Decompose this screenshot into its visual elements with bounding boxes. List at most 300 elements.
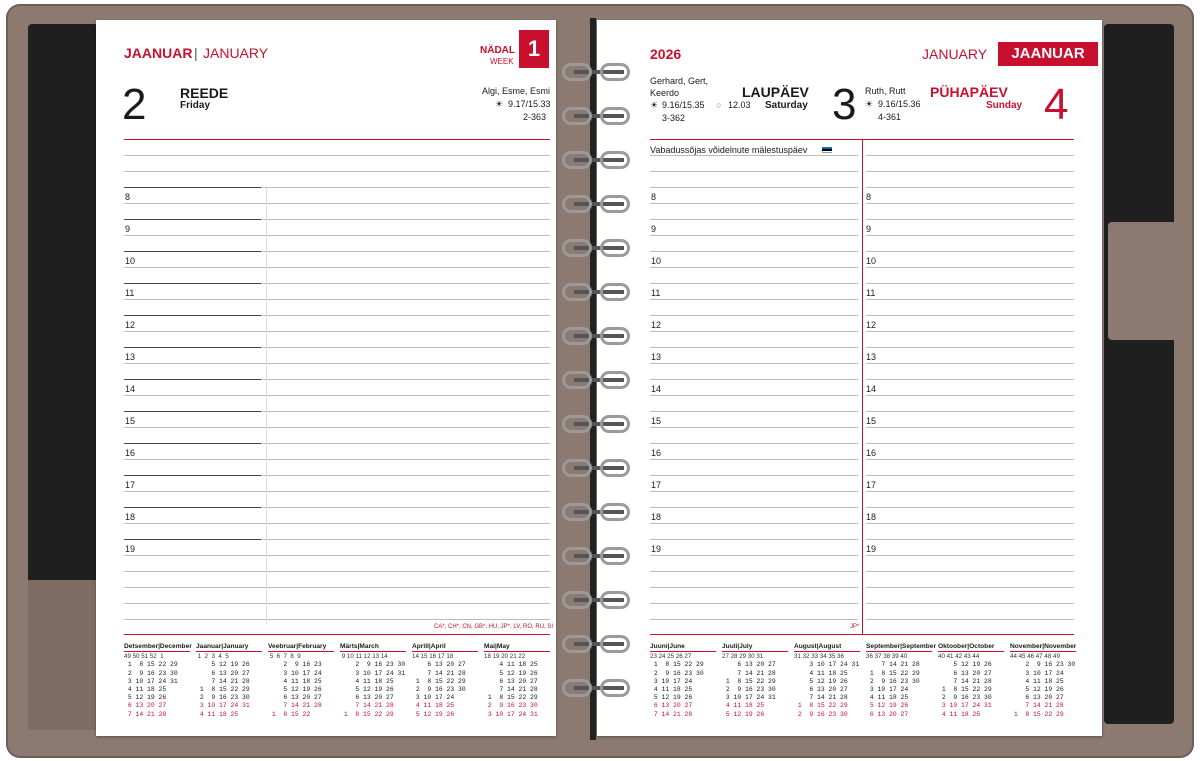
mini-calendar-weeks: 18 19 20 21 22 [484,653,526,661]
ring-loop [562,327,592,345]
mini-calendar-title: Mai|May [484,643,550,652]
ruled-line [124,555,550,556]
hour-label: 14 [866,384,877,394]
day-number-sat: 3 [832,80,857,129]
ring-loop [600,195,630,213]
hour-rule [124,283,261,284]
ring-loop [600,679,630,697]
hour-label: 19 [651,544,662,554]
mini-calendar-row: 1 8 15 22 29 [722,677,776,685]
day-name-en-sun: Sunday [986,100,1023,111]
spiral-ring [560,415,638,433]
ruled-line [650,443,858,444]
ruled-line [866,219,1074,220]
mini-calendar-title: September|September [866,643,932,652]
left-month-et: JAANUAR [124,45,193,61]
mini-calendar-row: 1 8 15 22 29 [794,702,860,710]
mini-calendar-row: 7 14 21 28 [794,694,860,702]
day-count-sun: 4-361 [878,112,902,122]
mini-calendar-title: November|November [1010,643,1076,652]
hour-label: 18 [125,512,136,522]
hour-label: 15 [125,416,136,426]
hour-label: 11 [651,288,661,298]
day-number-left: 2 [122,80,147,129]
ring-loop [562,283,592,301]
ruled-line [124,203,550,204]
ring-loop [562,107,592,125]
mini-calendar-row: 4 11 18 25 [794,669,860,677]
day-name-et-sat: LAUPÄEV [742,84,809,100]
mini-calendar-row: 3 10 17 24 31 [196,702,250,710]
mini-calendar-row: 6 13 20 27 [196,669,250,677]
ruled-line [866,411,1074,412]
mini-calendar-row: 4 11 18 25 [722,702,776,710]
ruled-line [866,171,1074,172]
year-label: 2026 [650,46,682,62]
hour-rule [124,411,261,412]
hour-label: 17 [651,480,662,490]
ring-loop [600,635,630,653]
mini-calendar-row: 1 8 15 22 29 [650,661,704,669]
mini-calendar-row: 7 14 21 28 [650,710,704,718]
ruled-line [650,539,858,540]
ruled-line [866,491,1074,492]
mini-calendar-weeks: 49 50 51 52 1 [124,653,164,661]
sun-icon-sun: ☀ [865,99,874,109]
right-month-en: JANUARY [922,46,988,62]
mini-calendar-row: 5 12 19 26 [484,669,538,677]
mini-calendar-row: 7 14 21 28 [412,669,466,677]
ruled-line [650,475,858,476]
ruled-line [866,235,1074,236]
ring-loop [562,151,592,169]
mini-calendar-row: 6 13 20 27 [340,694,406,702]
mini-calendar [794,643,860,719]
ruled-line [650,235,858,236]
mini-calendar-weeks: 9 10 11 12 13 14 [340,653,388,661]
ruled-line [650,219,858,220]
ring-loop [600,503,630,521]
ruled-line [650,411,858,412]
ruled-line [650,523,858,524]
mini-calendar-row: 4 11 18 25 [340,677,406,685]
ruled-line [650,395,858,396]
ruled-line [650,427,858,428]
ruled-line [866,203,1074,204]
mini-calendar-row: 1 8 15 22 29 [938,686,992,694]
mini-calendar-row: 7 14 21 28 [1010,702,1076,710]
ruled-line [124,155,550,156]
sun-times-left: 9.17/15.33 [508,99,551,109]
mini-calendar-row: 7 14 21 28 [196,677,250,685]
mini-calendar-row: 4 11 18 25 [412,702,466,710]
mini-calendar-row: 7 14 21 28 [124,710,178,718]
mini-calendar-row: 3 10 17 24 31 [484,710,538,718]
ruled-line [124,171,550,172]
ring-loop [600,415,630,433]
ruled-line [650,299,858,300]
mini-calendar-weeks: 36 37 38 39 40 [866,653,908,661]
hour-rule [124,251,261,252]
ruled-line [866,443,1074,444]
mini-calendar-title: Oktoober|October [938,643,1004,652]
ruled-line [124,491,550,492]
hour-label: 9 [651,224,657,234]
hour-label: 12 [866,320,877,330]
mini-calendar [1010,643,1076,719]
sat-names-1: Gerhard, Gert, [650,76,709,86]
mini-calendar-row: 3 10 17 24 31 [124,677,178,685]
hour-label: 15 [651,416,662,426]
ruled-line [124,603,550,604]
spiral-ring [560,283,638,301]
hour-label: 10 [125,256,136,266]
ruled-line [124,267,550,268]
spiral-ring [560,63,638,81]
mini-calendar-row: 1 8 15 22 29 [340,710,406,718]
hour-label: 8 [125,192,131,202]
mini-calendar-row: 3 10 17 24 [866,686,920,694]
hour-label: 16 [866,448,877,458]
ruled-line [650,251,858,252]
hour-label: 14 [125,384,136,394]
hour-label: 11 [125,288,135,298]
ruled-line [124,299,550,300]
day-count-left: 2-363 [523,112,547,122]
left-footer-rule [124,634,550,635]
mini-calendar-title: Juuli|July [722,643,788,652]
ruled-line [124,459,550,460]
mini-calendar-row: 3 10 17 24 [412,694,466,702]
day-name-en-left: Friday [180,100,211,111]
ruled-line [650,619,858,620]
mini-calendar-weeks: 27 28 29 30 31 [722,653,764,661]
mini-calendar [866,643,937,719]
ruled-line [650,331,858,332]
mini-calendar-title: August|August [794,643,860,652]
spiral-ring [560,195,638,213]
ring-loop [562,635,592,653]
ring-loop [600,591,630,609]
mini-calendar [196,643,262,719]
hour-rule [124,219,261,220]
mini-calendar-row: 7 14 21 28 [268,702,322,710]
mini-calendar-row: 6 13 20 27 [866,710,920,718]
ruled-line [650,379,858,380]
ring-loop [600,283,630,301]
day-name-et-sun: PÜHAPÄEV [930,84,1008,100]
hour-label: 19 [125,544,136,554]
spiral-ring [560,151,638,169]
hour-label: 15 [866,416,877,426]
mini-calendar-row: 5 12 19 26 [196,661,250,669]
left-month-en: JANUARY [203,45,269,61]
mini-calendar-row: 6 13 20 27 [650,702,704,710]
hour-label: 13 [651,352,662,362]
ruled-line [866,603,1074,604]
ring-loop [562,591,592,609]
ruled-line [866,555,1074,556]
ruled-line [866,539,1074,540]
ruled-line [866,251,1074,252]
hour-rule [124,443,261,444]
mini-calendar-row: 5 12 19 26 [124,694,178,702]
ring-loop [562,547,592,565]
mini-calendar-row: 2 9 16 23 30 [340,661,406,669]
ruled-line [124,523,550,524]
spiral-ring [560,591,638,609]
ruled-line [650,459,858,460]
ring-loop [562,415,592,433]
hour-label: 18 [651,512,662,522]
ring-loop [562,679,592,697]
ruled-line [650,171,858,172]
mini-calendar-row: 2 9 16 23 30 [866,677,920,685]
mini-calendar-row: 3 10 17 24 [268,669,322,677]
ruled-line [866,331,1074,332]
hour-label: 18 [866,512,877,522]
day-name-en-sat: Saturday [765,100,808,111]
hour-label: 13 [866,352,877,362]
week-label-et: NÄDAL [480,45,515,56]
mini-calendar-row: 3 10 17 24 31 [938,702,992,710]
mini-calendar-title: Detsember|December [124,643,190,652]
moon-time: 12.03 [728,100,751,110]
spiral-ring [560,239,638,257]
mini-calendar-row: 3 10 17 24 31 [722,694,776,702]
mini-calendar-row: 1 8 15 22 29 [124,661,178,669]
mini-calendar-row: 2 9 16 23 30 [196,694,250,702]
ruled-line [866,427,1074,428]
hour-label: 10 [651,256,662,266]
mini-calendar-row: 7 14 21 28 [938,677,992,685]
mini-calendar-row: 2 9 16 23 30 [484,702,538,710]
mini-calendar-row: 2 9 16 23 30 [794,710,860,718]
ruled-line [650,587,858,588]
ruled-line [866,507,1074,508]
mini-calendar-row: 6 13 20 27 [1010,694,1076,702]
mini-calendar [484,643,550,719]
mini-calendar-row: 3 10 17 24 [650,677,704,685]
mini-calendar-row: 5 12 19 26 [866,702,920,710]
mini-calendar-row: 1 8 15 22 29 [412,677,466,685]
spiral-ring [560,459,638,477]
hour-label: 10 [866,256,877,266]
mini-calendar-row: 6 13 20 27 [484,677,538,685]
sun-times-sat: 9.16/15.35 [662,100,705,110]
ring-loop [562,63,592,81]
ruled-line [124,571,550,572]
day-number-sun: 4 [1044,80,1069,129]
mini-calendar-row: 2 9 16 23 30 [412,686,466,694]
ruled-line [650,203,858,204]
sun-icon-left: ☀ [495,99,504,109]
ruled-line [866,347,1074,348]
ruled-line [124,363,550,364]
mini-calendar-row: 6 13 20 27 [412,661,466,669]
ruled-line [866,619,1074,620]
ruled-line [866,587,1074,588]
ruled-line [124,619,550,620]
mini-calendar-row: 5 12 19 26 [938,661,992,669]
closure-strap [1108,222,1180,340]
mini-calendar [650,643,716,719]
mini-calendar-row: 2 9 16 23 30 [124,669,178,677]
mini-calendar-row: 5 12 19 26 [794,677,860,685]
mini-calendar-title: Aprill|April [412,643,478,652]
ruled-line [650,315,858,316]
mini-calendar-row: 5 12 19 26 [722,710,776,718]
mini-calendar-row: 4 11 18 25 [1010,677,1076,685]
sun-note: JP* [850,624,860,630]
ruled-line [650,603,858,604]
ring-loop [600,371,630,389]
right-pocket [1104,24,1174,724]
hour-label: 8 [866,192,872,202]
left-month-sep: | [194,45,198,61]
ruled-line [866,283,1074,284]
left-pocket [28,24,98,624]
ruled-line [866,459,1074,460]
hour-label: 9 [125,224,131,234]
day-name-et-left: REEDE [180,85,229,101]
mini-calendar-row: 5 12 19 26 [1010,686,1076,694]
hour-label: 12 [651,320,662,330]
mini-calendar-title: Juuni|June [650,643,716,652]
ruled-line [650,507,858,508]
mini-calendar-row: 6 13 20 27 [124,702,178,710]
mini-calendar-row: 4 11 18 25 [124,686,178,694]
mini-calendar-weeks: 1 2 3 4 5 [196,653,229,661]
hour-rule [124,315,261,316]
hour-label: 17 [866,480,877,490]
ruled-line [124,395,550,396]
mini-calendar-row: 1 8 15 22 29 [1010,710,1076,718]
mini-calendar-row: 7 14 21 28 [340,702,406,710]
mini-calendar-title: Veebruar|February [268,643,334,652]
day-count-sat: 3-362 [662,113,686,123]
right-month-et-badge: JAANUAR [998,42,1098,66]
ruled-line [650,347,858,348]
column-divider [266,186,267,624]
spiral-ring [560,327,638,345]
mini-calendar-row: 2 9 16 23 [268,661,322,669]
ring-loop [600,63,630,81]
spiral-ring [560,547,638,565]
mini-calendar [340,643,406,719]
mini-calendar-row: 2 9 16 23 30 [1010,661,1076,669]
ring-loop [562,195,592,213]
ruled-line [866,363,1074,364]
ruled-line [866,379,1074,380]
mini-calendar-row: 5 12 19 26 [268,686,322,694]
hour-rule [124,187,261,188]
mini-calendar-row: 2 9 16 23 30 [722,686,776,694]
mini-calendar-weeks: 31 32 33 34 35 36 [794,653,844,661]
ring-loop [600,151,630,169]
hour-label: 8 [651,192,657,202]
mini-calendar-row: 4 11 18 25 [866,694,920,702]
ruled-line [650,363,858,364]
hour-label: 9 [866,224,872,234]
mini-calendar-row: 4 11 18 25 [484,661,538,669]
hour-label: 14 [651,384,662,394]
mini-calendar [938,643,1004,719]
week-label-en: WEEK [490,57,514,66]
mini-calendar-row: 4 11 18 25 [268,677,322,685]
mini-calendar-row: 2 9 16 23 30 [938,694,992,702]
ruled-line [124,235,550,236]
hour-label: 13 [125,352,136,362]
mini-calendar-row: 6 13 20 27 [268,694,322,702]
ruled-line [650,555,858,556]
mini-calendar [124,643,190,719]
mini-calendar-row: 3 10 17 24 31 [340,669,406,677]
mini-calendar-row: 7 14 21 28 [722,669,776,677]
ruled-line [650,491,858,492]
ruled-line [866,267,1074,268]
left-header-rule [124,139,550,140]
mini-calendar-weeks: 5 6 7 8 9 [268,653,301,661]
spiral-ring [560,371,638,389]
ruled-line [866,315,1074,316]
ruled-line [124,331,550,332]
mini-calendar-row: 7 14 21 28 [484,686,538,694]
mini-calendar-row: 2 9 16 23 30 [650,669,704,677]
mini-calendar [268,643,334,719]
hour-rule [124,507,261,508]
ring-loop [562,371,592,389]
ring-loop [600,459,630,477]
mini-calendar-row: 6 13 20 27 [794,686,860,694]
hour-rule [124,475,261,476]
ring-loop [562,239,592,257]
mini-calendar [412,643,478,719]
right-footer-rule [650,634,1074,635]
ruled-line [866,523,1074,524]
sat-note: Vabadussõjas võidelnute mälestuspäev [650,145,808,155]
left-pocket-flap [28,580,98,730]
hour-label: 16 [125,448,136,458]
ruled-line [866,155,1074,156]
sun-names: Ruth, Rutt [865,86,906,96]
mini-calendar-row: 1 8 15 22 29 [196,686,250,694]
ruled-line [866,475,1074,476]
mini-calendar-row: 3 10 17 24 31 [794,661,860,669]
mini-calendar-row: 1 8 15 22 29 [866,669,920,677]
ring-loop [600,547,630,565]
mini-calendar-row: 4 11 18 25 [196,710,250,718]
mini-calendar-row: 4 11 18 25 [650,686,704,694]
spiral-ring [560,107,638,125]
ruled-line [866,299,1074,300]
ruled-line [866,187,1074,188]
mini-calendar-title: Jaanuar|January [196,643,262,652]
mini-calendar-row: 5 12 19 26 [340,686,406,694]
mini-calendar-row: 5 12 19 26 [412,710,466,718]
spiral-ring [560,679,638,697]
holidays-note-left: CA*, CH*, CN, GB*, HU, JP*, LV, RO, RU, SI [434,624,554,630]
ruled-line [650,187,858,188]
mini-calendar-row: 5 12 19 26 [650,694,704,702]
ruled-line [124,427,550,428]
mini-calendar-title: Märts|March [340,643,406,652]
spiral-ring [560,503,638,521]
mini-calendar-row: 3 10 17 24 [1010,669,1076,677]
hour-label: 12 [125,320,136,330]
mini-calendar-weeks: 44 45 46 47 48 49 [1010,653,1060,661]
ruled-line [866,395,1074,396]
